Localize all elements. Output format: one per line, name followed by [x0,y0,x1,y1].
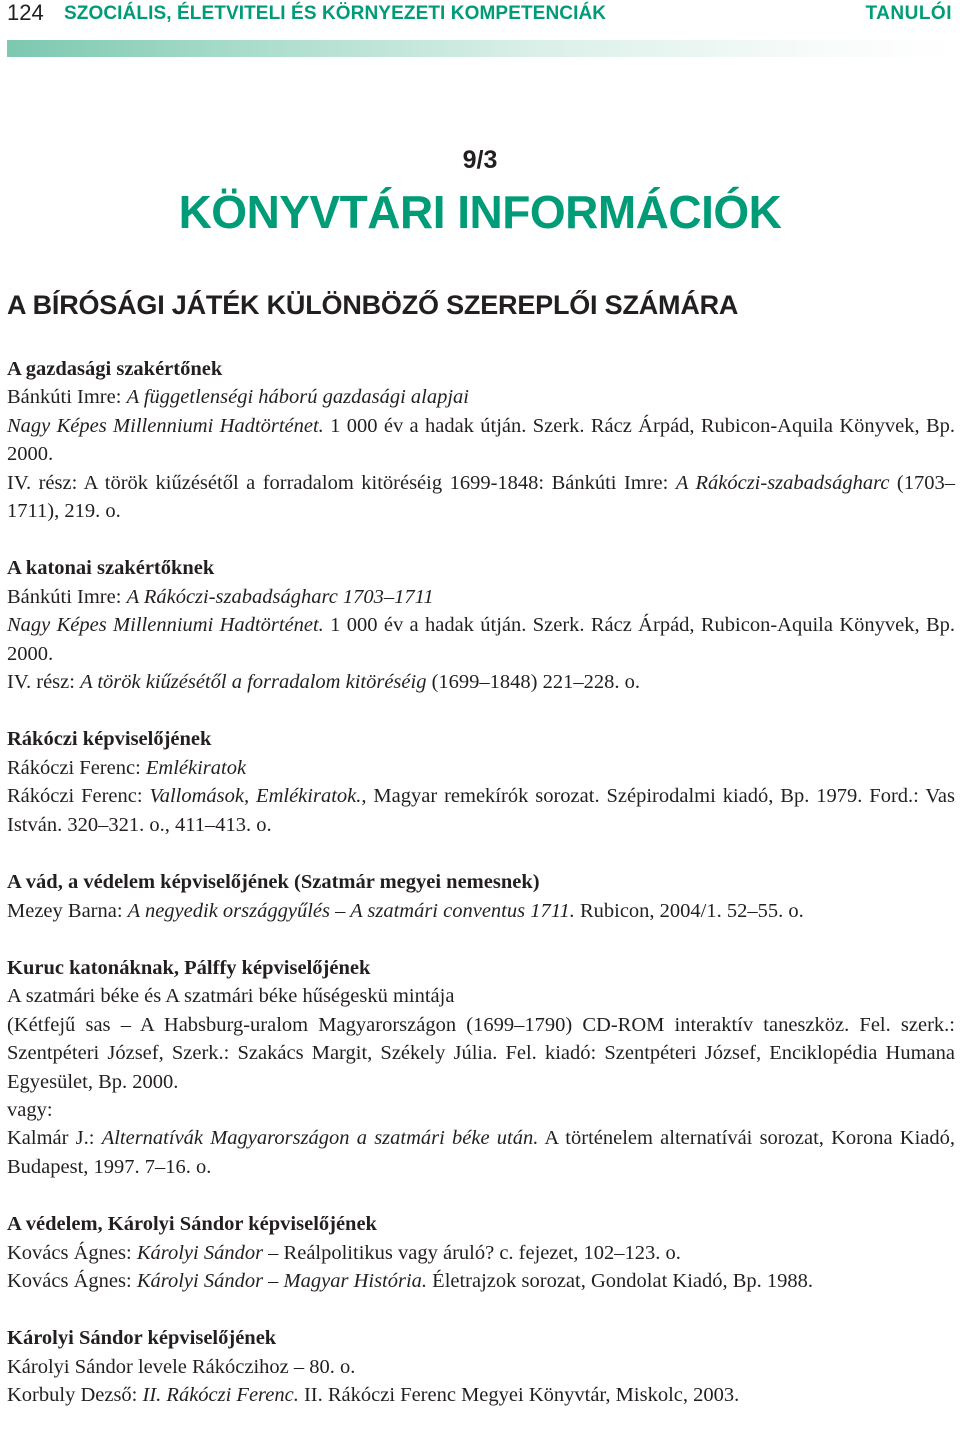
group-karolyi-representative [7,1324,955,1409]
ref-title: Nagy Képes Millenniumi Hadtörténet. [7,414,324,437]
reference-line [7,412,955,469]
ref-details: 1 000 év a hadak útján. Szerk. Rácz Árpád, Rubicon-Aquila Könyvek, Bp. 2000. [7,414,955,466]
header-title: SZOCIÁLIS, ÉLETVITELI ÉS KÖRNYEZETI KOMPETENCIÁK [64,3,607,24]
ref-author: Bánkúti Imre: [7,585,127,608]
ref-author: Kovács Ágnes: [7,1269,137,1292]
ref-author: Kovács Ágnes: [7,1241,137,1264]
ref-details: (1703–1711), 219. o. [7,471,956,523]
reference-line: A szatmári béke és A szatmári béke hűségeskü mintája [7,985,455,1008]
ref-title: A negyedik országgyűlés – A szatmári conventus 1711. [127,899,575,922]
ref-details: Életrajzok sorozat, Gondolat Kiadó, Bp. 1988. [427,1269,814,1292]
group-heading: Károlyi Sándor képviselőjének [7,1327,277,1350]
group-heading: A gazdasági szakértőnek [7,358,223,380]
ref-details: A történelem alternatívái sorozat, Korona Kiadó, Budapest, 1997. 7–16. o. [7,1127,955,1178]
exercise-number: 9/3 [462,146,498,174]
ref-details: IV. rész: A török kiűzésétől a forradalom kitöréséig 1699-1848: Bánkúti Imre: [7,471,676,494]
reference-line [7,1239,955,1267]
ref-author: Mezey Barna: [7,899,128,922]
ref-details: IV. rész: [7,671,81,694]
reference-line [7,1381,955,1409]
reference-line [7,1124,955,1181]
ref-title: A függetlenségi háború gazdasági alapjai [126,386,469,409]
group-prosecution-defense [7,868,955,925]
reference-line [7,469,955,526]
reference-line: (Kétfejű sas – A Habsburg-uralom Magyarországon (1699–1790) CD-ROM interaktív taneszköz. Fel. szerk.: Szentpéteri József, Szerk.: Szakács Margit, Székely Júlia. Fel. kiadó: Szentpéteri József, Enciklopédia Humana Egyesület, Bp. 2000. [7,1013,955,1093]
section-title: A BÍRÓSÁGI JÁTÉK KÜLÖNBÖZŐ SZEREPLŐI SZÁMÁRA [7,290,739,320]
header-gradient-rule [7,40,955,57]
ref-title: Károlyi Sándor [136,1241,264,1264]
ref-title: Károlyi Sándor – Magyar História. [136,1269,428,1292]
group-economic-expert [7,355,955,525]
ref-author: Rákóczi Ferenc: [7,756,146,779]
group-rakoczi-representative [7,725,955,839]
ref-details: – Reálpolitikus vagy áruló? c. fejezet, 102–123. o. [263,1241,681,1264]
reference-line [7,782,955,839]
ref-details: 1 000 év a hadak útján. Szerk. Rácz Árpád, Rubicon-Aquila Könyvek, Bp. 2000. [7,614,955,665]
group-defense-karolyi [7,1210,955,1295]
reference-line [7,754,955,782]
ref-author: Kalmár J.: [7,1127,102,1150]
page-title: KÖNYVTÁRI INFORMÁCIÓK [178,186,782,238]
ref-title: A Rákóczi-szabadságharc [675,471,890,494]
ref-details: Rubicon, 2004/1. 52–55. o. [574,899,804,922]
ref-author: Korbuly Dezső: [7,1384,143,1407]
ref-details: , Magyar remekírók sorozat. Szépirodalmi kiadó, Bp. 1979. Ford.: Vas István. 320–321. o., 411–413. o. [7,785,956,836]
reference-line [7,383,955,411]
reference-line [7,668,955,696]
ref-title: II. Rákóczi Ferenc. [142,1384,299,1407]
bibliography-content [7,355,955,1439]
ref-title: Nagy Képes Millenniumi Hadtörténet. [7,614,324,637]
ref-title: Vallomások, Emlékiratok. [149,785,362,808]
reference-line [7,611,955,668]
reference-line [7,583,955,611]
ref-title: A török kiűzésétől a forradalom kitöréséig [80,671,427,694]
header-audience: TANULÓI [865,3,952,24]
reference-line [7,1267,955,1295]
ref-author: Rákóczi Ferenc: [7,785,150,808]
page-header [0,0,960,28]
ref-details: (1699–1848) 221–228. o. [426,671,640,694]
reference-line: Károlyi Sándor levele Rákóczihoz – 80. o. [7,1355,356,1378]
reference-line: vagy: [7,1098,53,1121]
group-heading: Rákóczi képviselőjének [7,728,212,751]
group-heading: A védelem, Károlyi Sándor képviselőjének [7,1213,377,1236]
page-number: 124 [7,0,44,25]
group-heading: Kuruc katonáknak, Pálffy képviselőjének [7,956,371,979]
ref-title: Emlékiratok [145,756,247,779]
group-military-experts [7,554,955,696]
ref-title: A Rákóczi-szabadságharc 1703–1711 [126,585,434,608]
group-heading: A vád, a védelem képviselőjének (Szatmár megyei nemesnek) [7,871,540,894]
ref-author: Bánkúti Imre: [7,386,127,409]
ref-details: II. Rákóczi Ferenc Megyei Könyvtár, Miskolc, 2003. [298,1384,740,1407]
group-kuruc-soldiers [7,954,955,1181]
group-heading: A katonai szakértőknek [7,557,215,580]
ref-title: Alternatívák Magyarországon a szatmári béke után. [101,1127,539,1150]
reference-line [7,897,955,925]
